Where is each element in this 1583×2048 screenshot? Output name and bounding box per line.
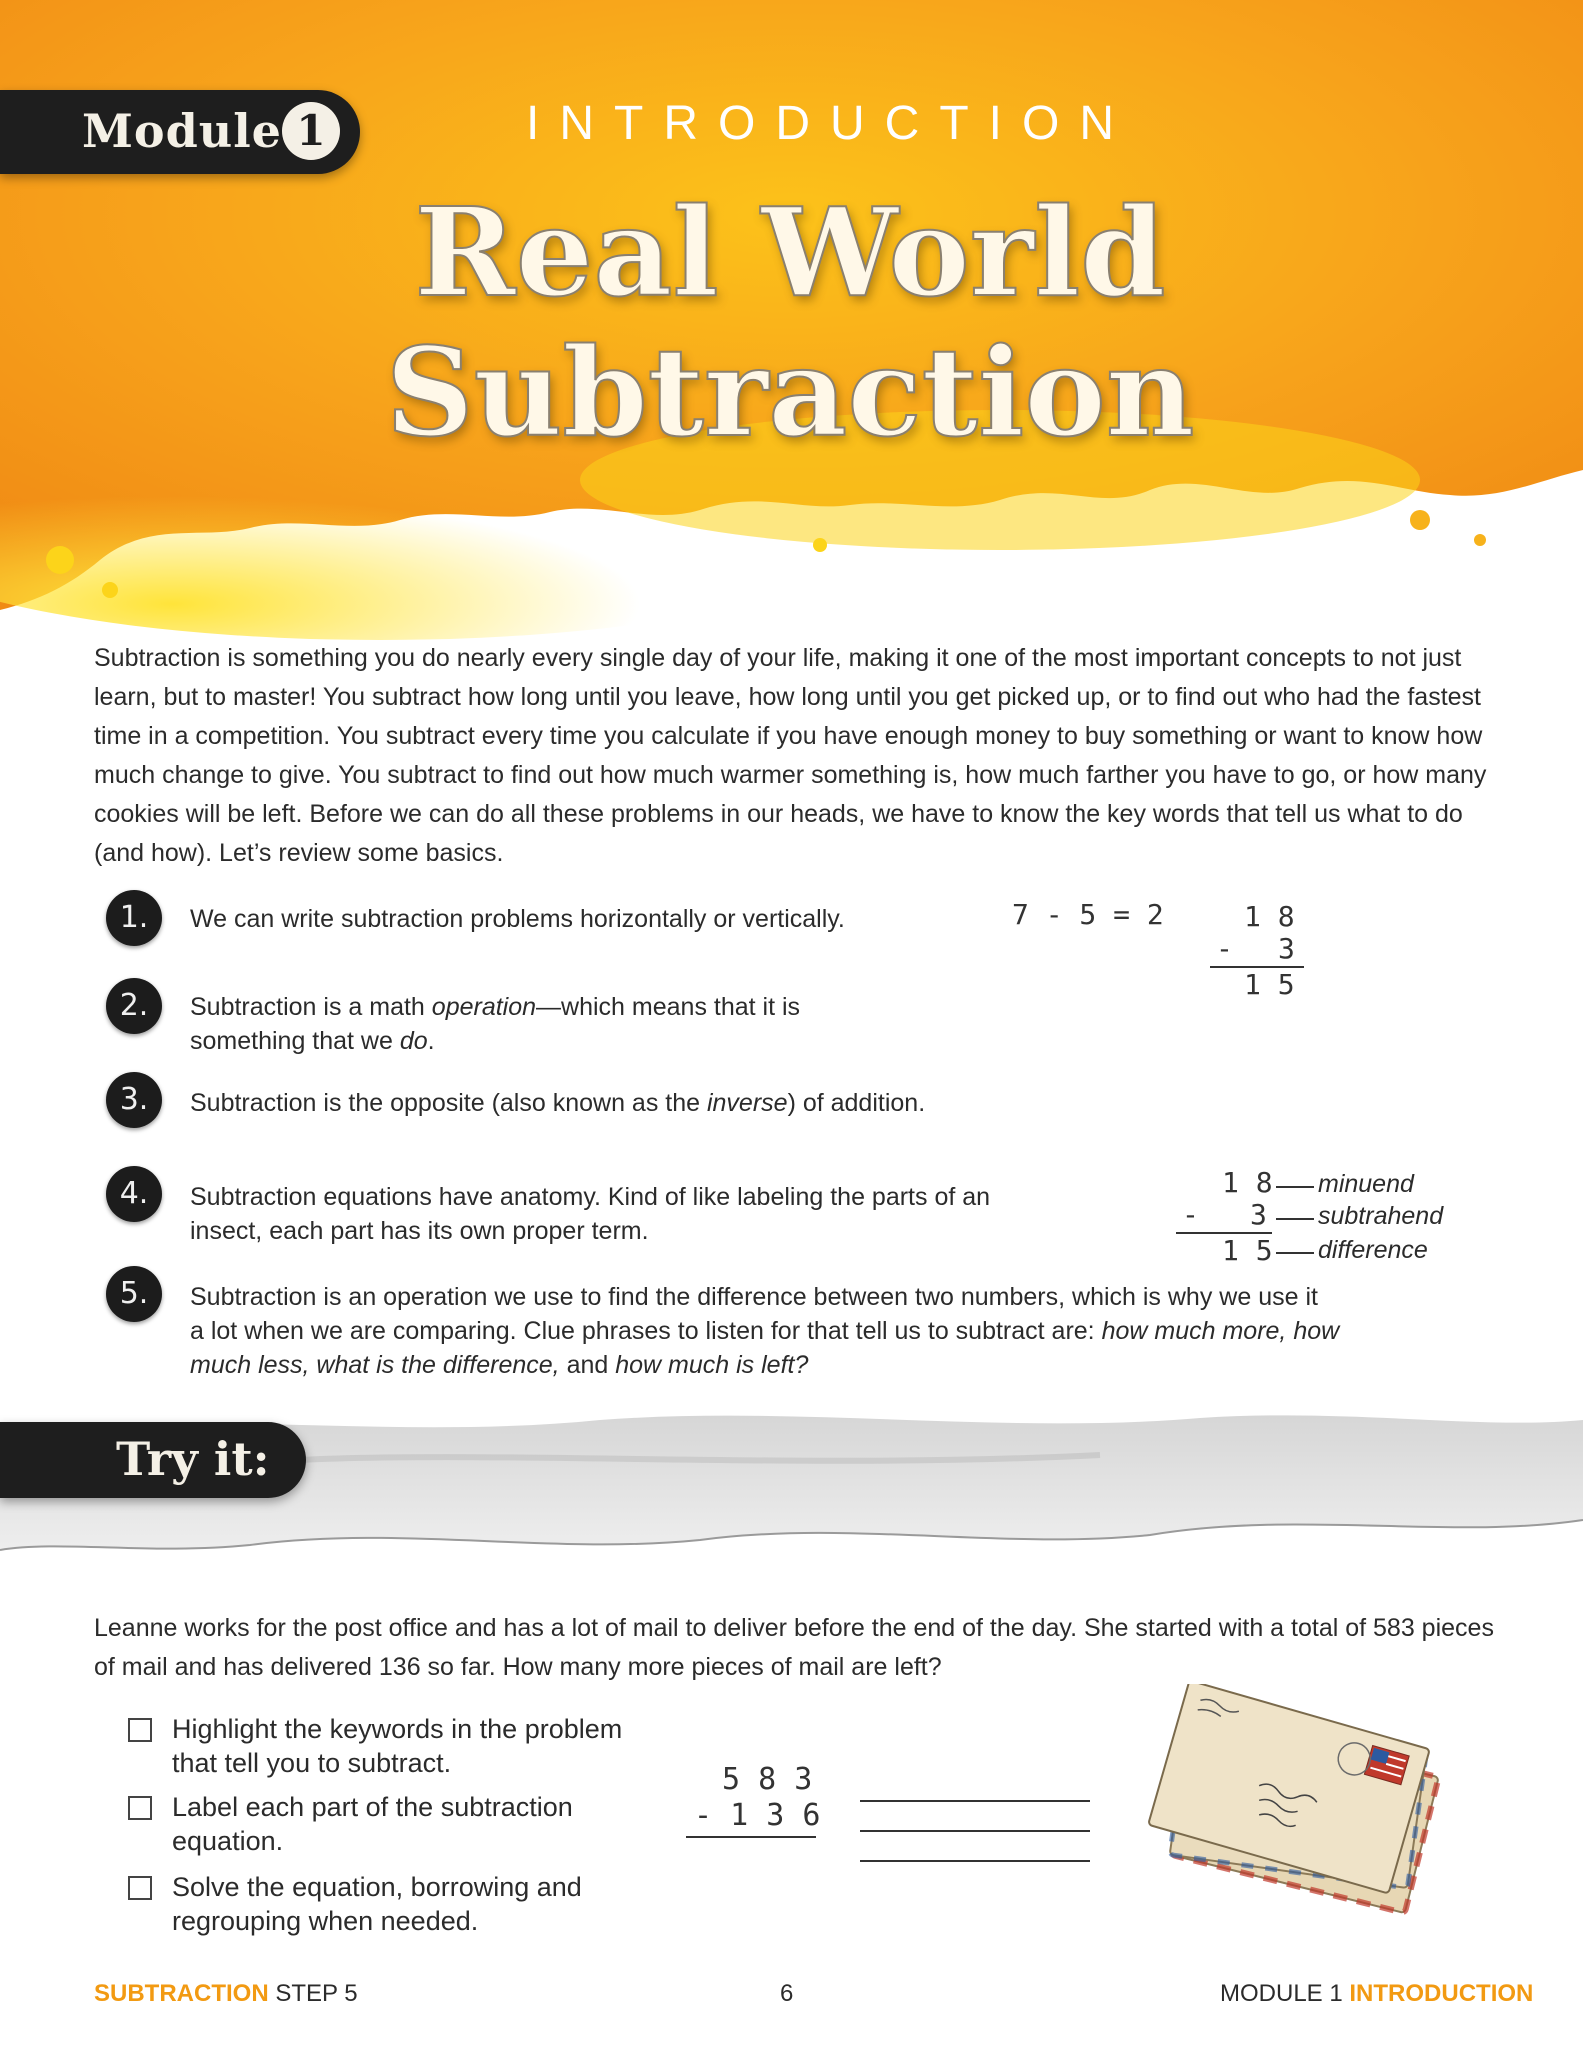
module-badge [0,90,360,174]
point-4-text: Subtraction equations have anatomy. Kind of like labeling the parts of an insect, each part has its own proper term. [190,1183,991,1245]
point-1 [106,890,1506,950]
checklist-item-1-text: Highlight the keywords in the problem that tell you to subtract. [172,1714,623,1778]
module-word: Module [82,104,282,158]
checklist-item-2-text: Label each part of the subtraction equation. [172,1792,573,1856]
word-problem: Leanne works for the post office and has a lot of mail to deliver before the end of the day. She started with a total of 583 pieces of mail and has delivered 136 so far. How many more pieces of mail are left? [94,1614,1494,1681]
try-it-badge [0,1422,306,1498]
anatomy-result: 1 5 [1222,1234,1273,1267]
difference-leader [1276,1252,1314,1254]
point-5 [106,1266,1506,1379]
point-5-badge: 5. [106,1266,162,1322]
envelopes-illustration [1138,1684,1458,1924]
answer-line-3[interactable] [860,1860,1090,1862]
point-3-badge: 3. [106,1072,162,1128]
subtrahend-leader [1276,1218,1314,1220]
try-it-label: Try it: [116,1432,270,1486]
problem-equation-bar [686,1836,816,1838]
footer-right: MODULE 1 INTRODUCTION [1220,1980,1534,2007]
problem-equation-bottom: - 1 3 6 [694,1798,821,1833]
page-title-line1: Real World [414,180,1166,324]
vertical-example-result: 1 5 [1244,968,1295,1001]
horizontal-example: 7 - 5 = 2 [1012,898,1164,931]
point-1-text: We can write subtraction problems horizontally or vertically. [190,905,845,933]
vertical-example-minus: - [1216,932,1233,965]
intro-paragraph: Subtraction is something you do nearly every single day of your life, making it one of the most important concepts to not just learn, but to master! You subtract how long until you leave, how long until you get picked up, or to find out who had the fastest time in a competition. You subtract every time you calculate if you have enough money to buy something or want to know how much change to give. You subtract to find out how much warmer something is, how much farther you have to go, or how many cookies will be left. Before we can do all these problems in our heads, we have to know the key words that tell us what to do (and how). Let’s review some basics. [94,644,1487,867]
subtrahend-label: subtrahend [1318,1202,1444,1230]
point-5-text: Subtraction is an operation we use to find the difference between two numbers, which is why we use it a lot when we are comparing. Clue phrases to listen for that tell us to subtract are: how much more, how much less, what is the difference, and how much is left? [190,1283,1340,1379]
vertical-example-bottom: 3 [1278,932,1295,965]
page-number: 6 [780,1980,794,2007]
checkbox-2[interactable] [128,1796,152,1820]
point-3 [106,1072,1506,1132]
checklist-item-3-text: Solve the equation, borrowing and regrouping when needed. [172,1872,582,1936]
footer-left: SUBTRACTION STEP 5 [94,1980,358,2007]
answer-line-1[interactable] [860,1800,1090,1802]
point-1-badge: 1. [106,890,162,946]
anatomy-bottom: 3 [1250,1198,1267,1231]
minuend-label: minuend [1318,1170,1414,1198]
anatomy-minus: - [1182,1198,1199,1231]
point-4 [106,1166,1506,1245]
minuend-leader [1276,1186,1314,1188]
checkbox-3[interactable] [128,1876,152,1900]
section-label: INTRODUCTION [526,97,1134,150]
anatomy-top: 1 8 [1222,1166,1273,1199]
problem-equation-top: 5 8 3 [722,1762,813,1797]
answer-line-2[interactable] [860,1830,1090,1832]
module-number: 1 [282,102,340,160]
vertical-example-top: 1 8 [1244,900,1295,933]
checkbox-1[interactable] [128,1718,152,1742]
difference-label: difference [1318,1236,1428,1264]
point-2 [106,978,1506,1055]
point-2-text: Subtraction is a math operation—which means that it is something that we do. [190,993,801,1055]
point-3-text: Subtraction is the opposite (also known as the inverse) of addition. [190,1089,926,1117]
point-4-badge: 4. [106,1166,162,1222]
point-2-badge: 2. [106,978,162,1034]
page-title-line2: Subtraction [385,320,1195,464]
